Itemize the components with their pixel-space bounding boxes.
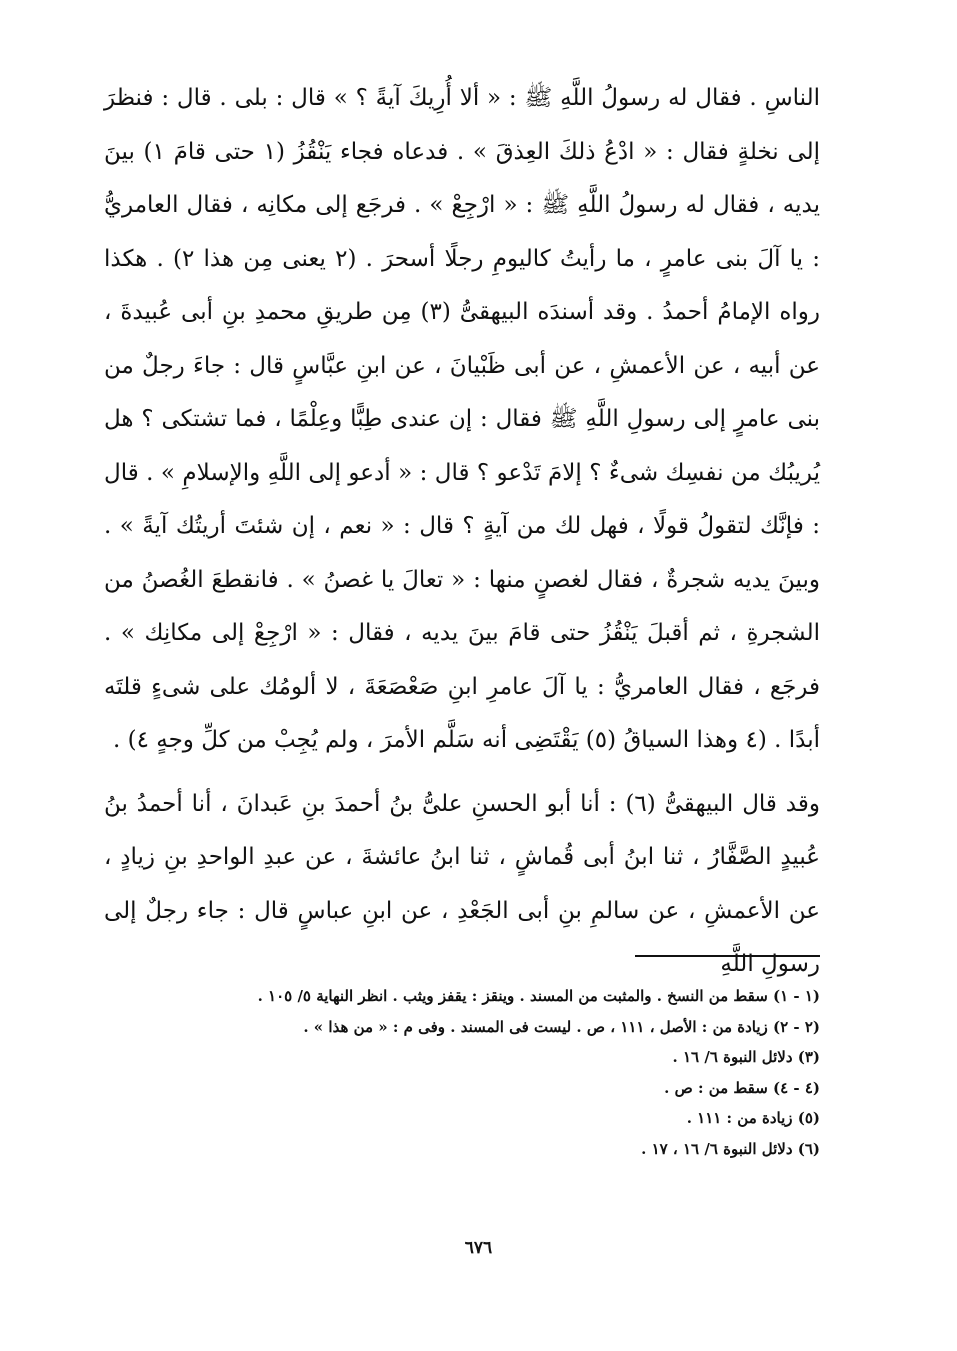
footnote-separator: [635, 955, 820, 957]
footnotes-list: [120, 981, 820, 1165]
footnote-4: (٤ - ٤) سقط من : ص .: [664, 1078, 820, 1097]
footnote-1: (١ - ١) سقط من النسخ . والمثبت من المسند . وينقز : يقفز ويثب . انظر النهاية ٥/ ١٠٥ .: [257, 987, 820, 1005]
footnote-6: (٦) دلائل النبوة ٦/ ١٦ ، ١٧ .: [641, 1139, 820, 1158]
paragraph-1: الناسِ . فقال له رسولُ اللَّهِ ﷺ : « ألا أُرِيكَ آيةً ؟ » قال : بلى . قال : فنظرَ إلى نخلةٍ فقال : « ادْعُ ذلكَ العِذقَ » . فدعاه فجاء يَنْقُزُ (١ حتى قامَ ١) بينَ يديه ، فقال له رسولُ اللَّهِ ﷺ : « ارْجِعْ » . فرجَع إلى مكانِه ، فقال العامريُّ : يا آلَ بنى عامرٍ ، ما رأيتُ كاليومِ رجلًا أسحرَ . (٢ يعنى مِن هذا ٢) . هكذا رواه الإمامُ أحمدُ . وقد أسندَه البيهقىُّ (٣) مِن طريقِ محمدِ بنِ أبى عُبيدةَ ، عن أبيه ، عن الأعمشِ ، عن أبى ظَبْيانَ ، عن ابنِ عبَّاسٍ قال : جاءَ رجلٌ من بنى عامرٍ إلى رسولِ اللَّهِ ﷺ فقال : إن عندى طِبًّا وعِلْمًا ، فما تشتكى ؟ هل يُريبُك من نفسِك شىءٌ ؟ إلامَ تَدْعو ؟ قال : « أدعو إلى اللَّهِ والإسلامِ » . قال : فإنَّك لتقولُ قولًا ، فهل لك من آيةٍ ؟ قال : « نعم ، إن شئتَ أريتُك آيةً » . وبينَ يديه شجرةٌ ، فقال لغصنٍ منها : « تعالَ يا غصنُ » . فانقطعَ الغُصنُ من الشجرةِ ، ثم أقبلَ يَنْقُزُ حتى قامَ بينَ يديه ، فقال : « ارْجِعْ إلى مكانِك » . فرجَع ، فقال العامريُّ : يا آلَ عامرِ ابنِ صَعْصَعَةَ ، لا ألومُك على شىءٍ قلتَه أبدًا . (٤ وهذا السياقُ (٥) يَقْتَضِى أنه سَلَّم الأمرَ ، ولم يُجِبْ من كلِّ وجهٍ ٤) .: [104, 85, 820, 753]
main-text: [104, 72, 820, 992]
page-number: ٦٧٦: [464, 1238, 493, 1258]
paragraph-2: وقد قال البيهقىُّ (٦) : أنا أبو الحسنِ علىُّ بنُ أحمدَ بنِ عَبدانَ ، أنا أحمدُ بنُ عُبيدٍ الصَّفَّارُ ، ثنا ابنُ أبى قُماشٍ ، ثنا ابنُ عائشةَ ، عن عبدِ الواحدِ بنِ زيادٍ ، عن الأعمشِ ، عن سالمِ بنِ أبى الجَعْدِ ، عن ابنِ عباسٍ قال : جاء رجلٌ إلى رسولِ اللَّهِ: [104, 790, 820, 977]
footnote-3: (٣) دلائل النبوة ٦/ ١٦ .: [672, 1048, 820, 1067]
footnote-5: (٥) زيادة من : ١١١ .: [686, 1109, 820, 1128]
footnote-2: (٢ - ٢) زيادة من : الأصل ، ١١١ ، ص . ليست فى المسند . وفى م : « من هذا » .: [303, 1017, 820, 1036]
